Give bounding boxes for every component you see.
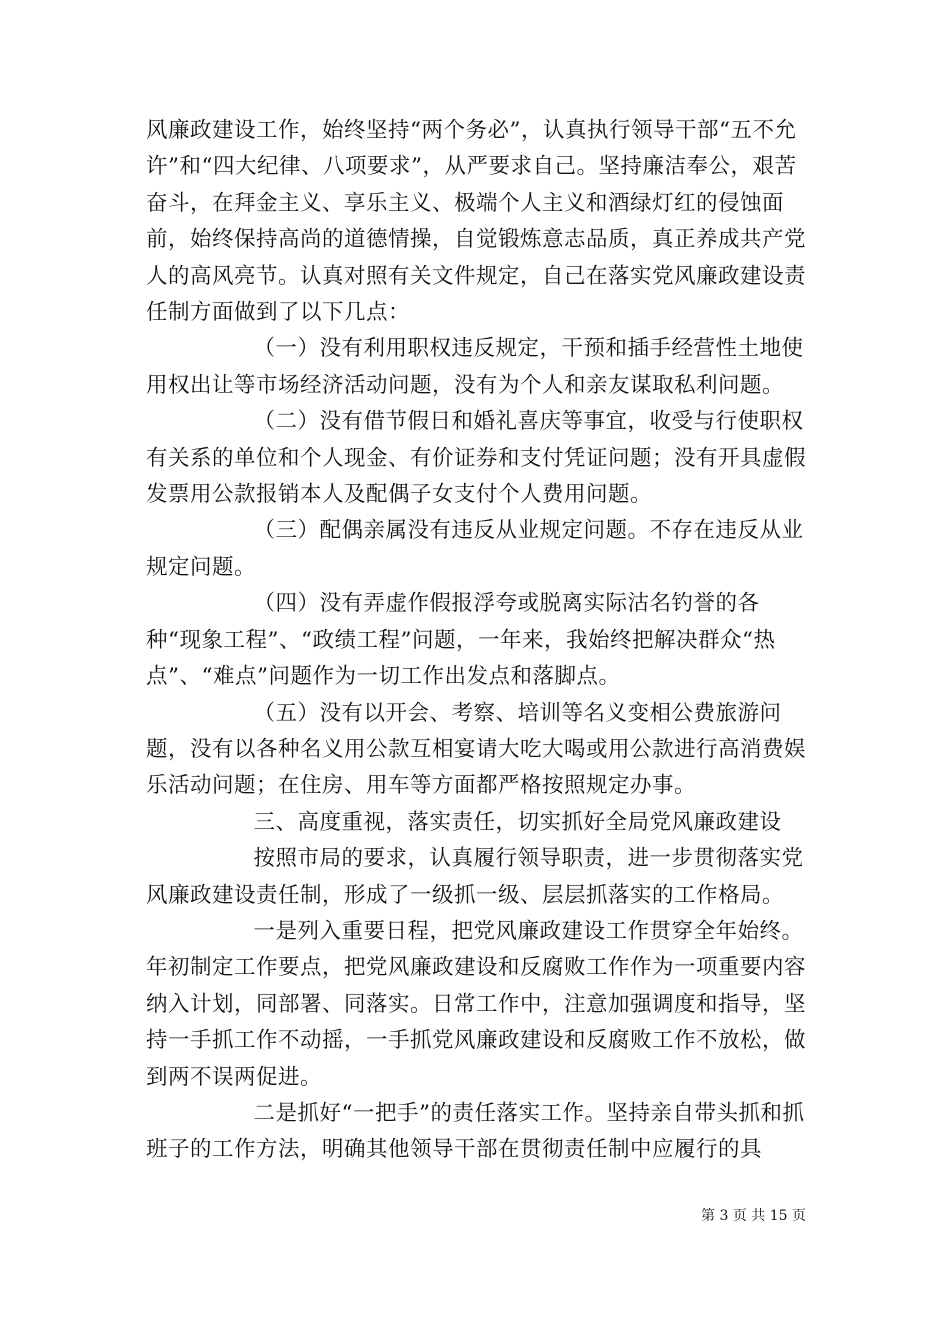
paragraph-item-1: （一）没有利用职权违反规定，干预和插手经营性土地使用权出让等市场经济活动问题，没有为个人和亲友谋取私利问题。 — [146, 336, 804, 398]
page-number: 第 3 页 共 15 页 — [701, 1208, 806, 1224]
paragraph-1: 风廉政建设工作，始终坚持“两个务必”，认真执行领导干部“五不允许”和“四大纪律、八项要求”，从严要求自己。坚持廉洁奉公，艰苦奋斗，在拜金主义、享乐主义、极端个人主义和酒绿灯红的侵蚀面前，始终保持高尚的道德情操，自觉锻炼意志品质，真正养成共产党人的高风亮节。认真对照有关文件规定，自己在落实党风廉政建设责任制方面做到了以下几点： — [146, 118, 807, 326]
section-heading: 三、高度重视，落实责任，切实抓好全局党风廉政建设 — [253, 809, 782, 835]
paragraph-item-4: （四）没有弄虚作假报浮夸或脱离实际沽名钓誉的各种“现象工程”、“政绩工程”问题，一年来，我始终把解决群众“热点”、“难点”问题作为一切工作出发点和落脚点。 — [146, 591, 776, 690]
paragraph-item-5: （五）没有以开会、考察、培训等名义变相公费旅游问题，没有以各种名义用公款互相宴请大吃大喝或用公款进行高消费娱乐活动问题；在住房、用车等方面都严格按照规定办事。 — [146, 700, 807, 799]
paragraph-point-1: 一是列入重要日程，把党风廉政建设工作贯穿全年始终。年初制定工作要点，把党风廉政建设和反腐败工作作为一项重要内容纳入计划，同部署、同落实。日常工作中，注意加强调度和指导，坚持一手抓工作不动摇，一手抓党风廉政建设和反腐败工作不放松，做到两不误两促进。 — [146, 918, 807, 1090]
paragraph-item-3: （三）配偶亲属没有违反从业规定问题。不存在违反从业规定问题。 — [146, 518, 804, 580]
document-body — [146, 113, 806, 1169]
paragraph-item-2: （二）没有借节假日和婚礼喜庆等事宜，收受与行使职权有关系的单位和个人现金、有价证券和支付凭证问题；没有开具虚假发票用公款报销本人及配偶子女支付个人费用问题。 — [146, 409, 807, 508]
paragraph-point-2: 二是抓好“一把手”的责任落实工作。坚持亲自带头抓和抓班子的工作方法，明确其他领导干部在贯彻责任制中应履行的具 — [146, 1100, 805, 1163]
paragraph-section-intro: 按照市局的要求，认真履行领导职责，进一步贯彻落实党风廉政建设责任制，形成了一级抓一级、层层抓落实的工作格局。 — [146, 846, 804, 908]
